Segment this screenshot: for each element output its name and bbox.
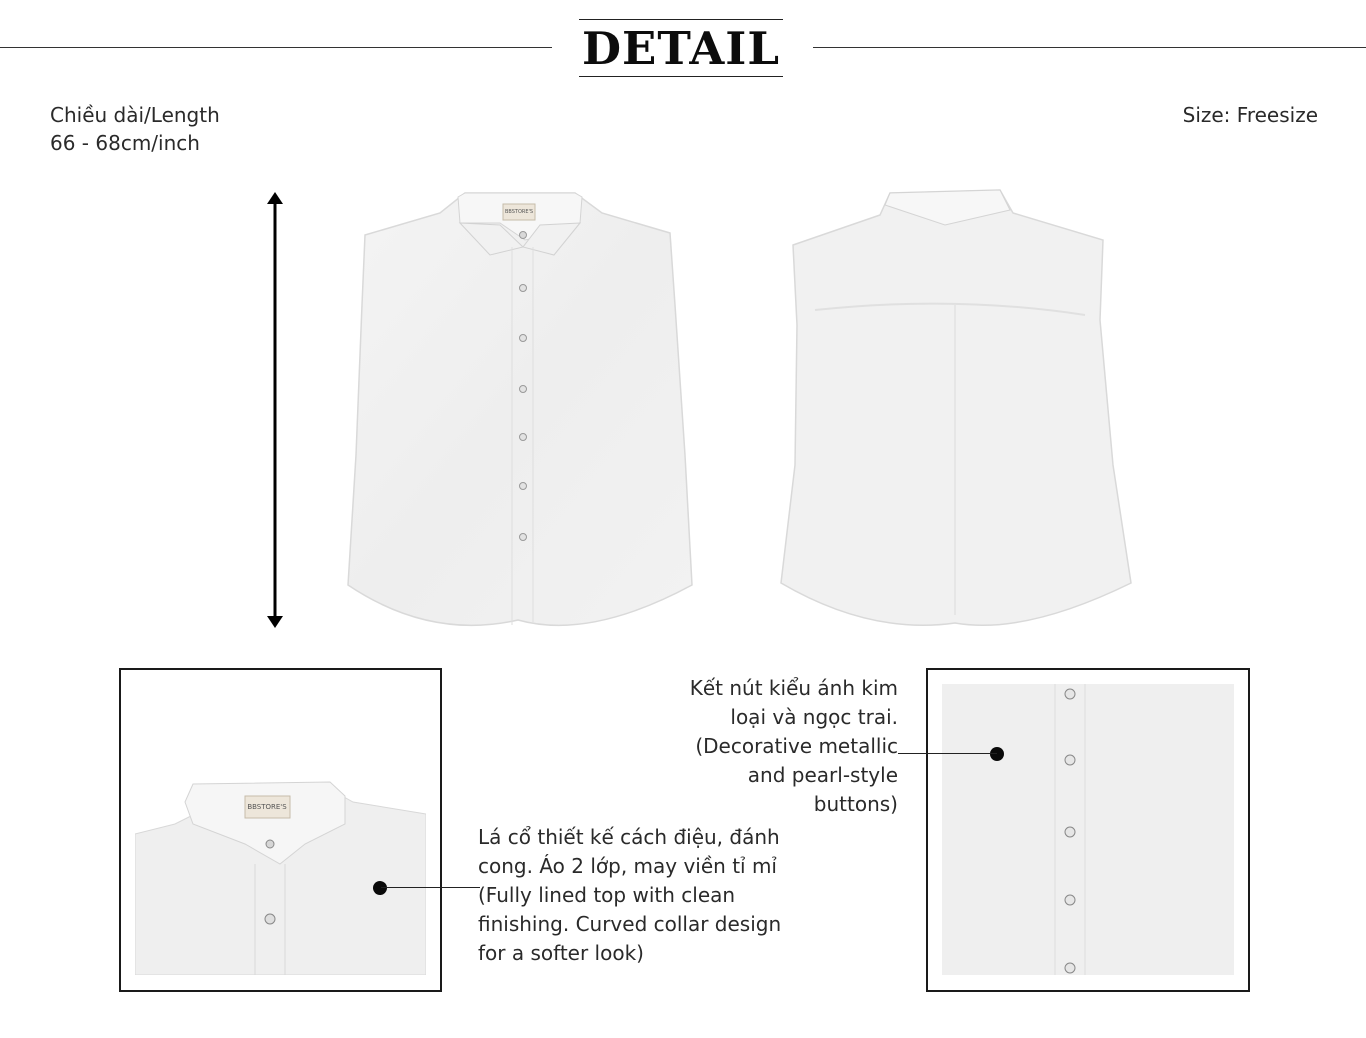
collar-callout-dot — [373, 881, 387, 895]
length-info — [50, 101, 220, 157]
collar-detail-image — [135, 684, 426, 975]
buttons-callout-line-2: loại và ngọc trai. — [730, 705, 898, 729]
collar-callout-line-1: Lá cổ thiết kế cách điệu, đánh — [478, 825, 780, 849]
buttons-callout-dot — [990, 747, 1004, 761]
collar-callout-line-5: for a softer look) — [478, 941, 644, 965]
length-arrow-icon — [262, 190, 288, 630]
collar-callout-line-2: cong. Áo 2 lớp, may viền tỉ mỉ — [478, 854, 777, 878]
shirt-front-image — [340, 185, 700, 630]
brand-label-text: BBSTORE'S — [504, 209, 534, 215]
size-info: Size: Freesize — [1182, 103, 1318, 127]
page-title: DETAIL — [582, 21, 780, 75]
header-rule-right — [813, 47, 1366, 48]
buttons-detail-image — [942, 684, 1234, 975]
collar-callout-line-4: finishing. Curved collar design — [478, 912, 782, 936]
collar-callout-line-3: (Fully lined top with clean — [478, 883, 736, 907]
buttons-callout-line-5: buttons) — [813, 792, 898, 816]
length-label: Chiều dài/Length — [50, 103, 220, 127]
collar-callout-line — [381, 887, 480, 888]
buttons-callout-line — [898, 753, 997, 754]
header-rule-left — [0, 47, 552, 48]
buttons-callout — [600, 674, 898, 819]
brand-label-detail-text: BBSTORE'S — [247, 803, 287, 811]
collar-detail-frame — [119, 668, 442, 992]
collar-callout — [478, 823, 818, 968]
buttons-callout-line-4: and pearl-style — [747, 763, 898, 787]
buttons-detail-frame — [926, 668, 1250, 992]
title-frame — [579, 19, 783, 77]
buttons-callout-line-1: Kết nút kiểu ánh kim — [689, 676, 898, 700]
shirt-back-image — [775, 185, 1137, 630]
buttons-callout-line-3: (Decorative metallic — [695, 734, 898, 758]
length-value: 66 - 68cm/inch — [50, 131, 200, 155]
